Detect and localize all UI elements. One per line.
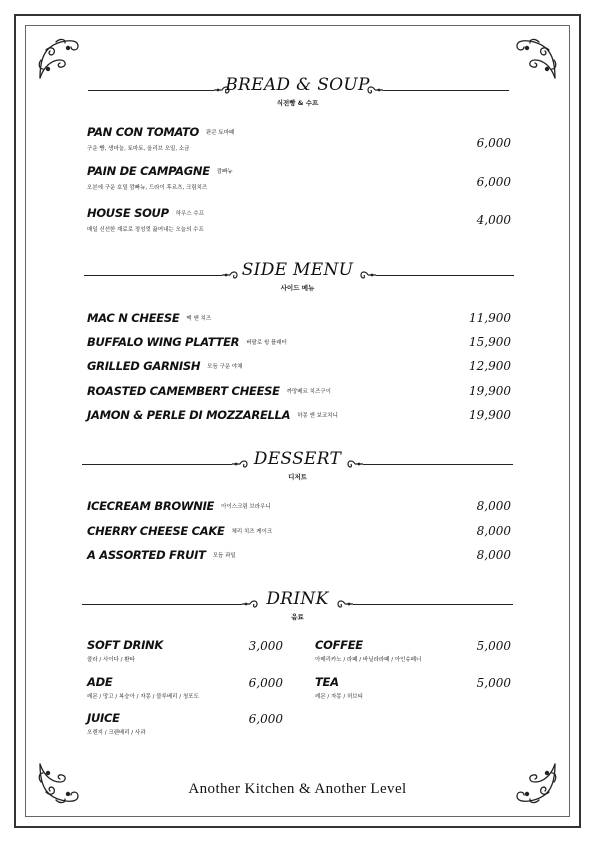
divider-line (363, 464, 513, 465)
item-price: 4,000 (476, 213, 511, 227)
item-korean-name: 모듬 구운 야채 (207, 364, 243, 370)
section-subtitle: 식전빵 & 수프 (276, 99, 319, 107)
item-price: 5,000 (476, 676, 511, 690)
menu-item (87, 524, 511, 538)
item-name: GRILLED GARNISH (87, 359, 201, 373)
item-name: ROASTED CAMEMBERT CHEESE (87, 384, 280, 398)
item-korean-name: 버팔로 윙 플래터 (246, 340, 287, 346)
item-price: 5,000 (476, 639, 511, 653)
item-description: 오븐에 구운 호밀 깜빠뉴, 드라이 후르츠, 크림치즈 (87, 185, 208, 191)
item-description: 레몬 / 망고 / 복숭아 / 자몽 / 블루베리 / 청포도 (87, 694, 199, 700)
scroll-ornament-icon (335, 599, 353, 609)
item-name: JAMON & PERLE DI MOZZARELLA (87, 408, 291, 422)
item-price: 8,000 (476, 499, 511, 513)
item-price: 11,900 (469, 311, 511, 325)
item-price: 6,000 (248, 712, 283, 726)
scroll-ornament-icon (365, 85, 383, 95)
item-description: 오렌지 / 크랜베리 / 사과 (87, 730, 146, 736)
divider-line (353, 604, 513, 605)
item-price: 19,900 (469, 408, 511, 422)
section-header-drink (0, 589, 595, 638)
menu-item (87, 206, 511, 233)
menu-item (87, 359, 511, 373)
menu-item (87, 384, 511, 398)
drink-item (315, 638, 511, 663)
drink-item (87, 711, 283, 736)
menu-item (87, 408, 511, 422)
item-korean-name: 판콘 토마떼 (206, 130, 235, 136)
item-price: 6,000 (476, 175, 511, 189)
item-name: PAN CON TOMATO (87, 125, 200, 139)
drink-item (87, 638, 283, 663)
item-korean-name: 깜빠뉴 (216, 169, 233, 175)
section-title: DRINK (266, 589, 329, 609)
item-price: 12,900 (469, 359, 511, 373)
section-header-bread-soup (0, 75, 595, 124)
divider-line (383, 90, 509, 91)
item-price: 15,900 (469, 335, 511, 349)
item-korean-name: 까망베르 치즈구이 (286, 389, 331, 395)
menu-item (87, 164, 511, 191)
drink-item (87, 675, 283, 700)
item-description: 구운 빵, 생마늘, 토마토, 올리브 오일, 소금 (87, 146, 190, 152)
menu-item (87, 335, 511, 349)
item-price: 3,000 (248, 639, 283, 653)
scroll-ornament-icon (345, 459, 363, 469)
item-price: 6,000 (248, 676, 283, 690)
item-description: 레몬 / 자몽 / 허브티 (315, 694, 363, 700)
drink-item (315, 675, 511, 700)
item-name: ICECREAM BROWNIE (87, 499, 215, 513)
scroll-ornament-icon (358, 270, 376, 280)
item-name: A ASSORTED FRUIT (87, 548, 206, 562)
item-name: HOUSE SOUP (87, 206, 169, 220)
item-korean-name: 아이스크림 브라우니 (221, 504, 271, 510)
item-description: 아메리카노 / 라떼 / 바닐라라떼 / 아인슈페너 (315, 657, 422, 663)
item-name: TEA (315, 675, 339, 689)
item-name: PAIN DE CAMPAGNE (87, 164, 210, 178)
section-header-side-menu (0, 260, 595, 309)
divider-line (376, 275, 514, 276)
item-korean-name: 하몽 앤 보코치니 (297, 413, 338, 419)
section-subtitle: 음료 (291, 613, 304, 621)
menu-item (87, 499, 511, 513)
menu-item (87, 548, 511, 562)
section-header-dessert (0, 449, 595, 498)
item-korean-name: 체리 치즈 케이크 (231, 529, 273, 535)
menu-item (87, 125, 511, 152)
item-name: JUICE (87, 711, 120, 725)
item-price: 8,000 (476, 548, 511, 562)
item-korean-name: 모듬 과일 (212, 553, 236, 559)
section-subtitle: 디저트 (288, 473, 307, 481)
item-name: BUFFALO WING PLATTER (87, 335, 240, 349)
footer-tagline: Another Kitchen & Another Level (188, 781, 407, 797)
menu-item (87, 311, 511, 325)
item-description: 콜라 / 사이다 / 환타 (87, 657, 135, 663)
item-korean-name: 하우스 수프 (175, 211, 205, 217)
item-name: COFFEE (315, 638, 363, 652)
item-korean-name: 맥 앤 치즈 (186, 316, 212, 322)
item-description: 매일 신선한 재료로 정성껏 끓여내는 오늘의 수프 (87, 227, 204, 233)
section-title: BREAD & SOUP (225, 75, 370, 95)
section-title: SIDE MENU (241, 260, 354, 280)
item-name: MAC N CHEESE (87, 311, 180, 325)
section-title: DESSERT (253, 449, 342, 469)
item-name: CHERRY CHEESE CAKE (87, 524, 225, 538)
item-name: SOFT DRINK (87, 638, 163, 652)
item-price: 19,900 (469, 384, 511, 398)
item-name: ADE (87, 675, 113, 689)
item-price: 8,000 (476, 524, 511, 538)
item-price: 6,000 (476, 136, 511, 150)
section-subtitle: 사이드 메뉴 (280, 284, 315, 292)
